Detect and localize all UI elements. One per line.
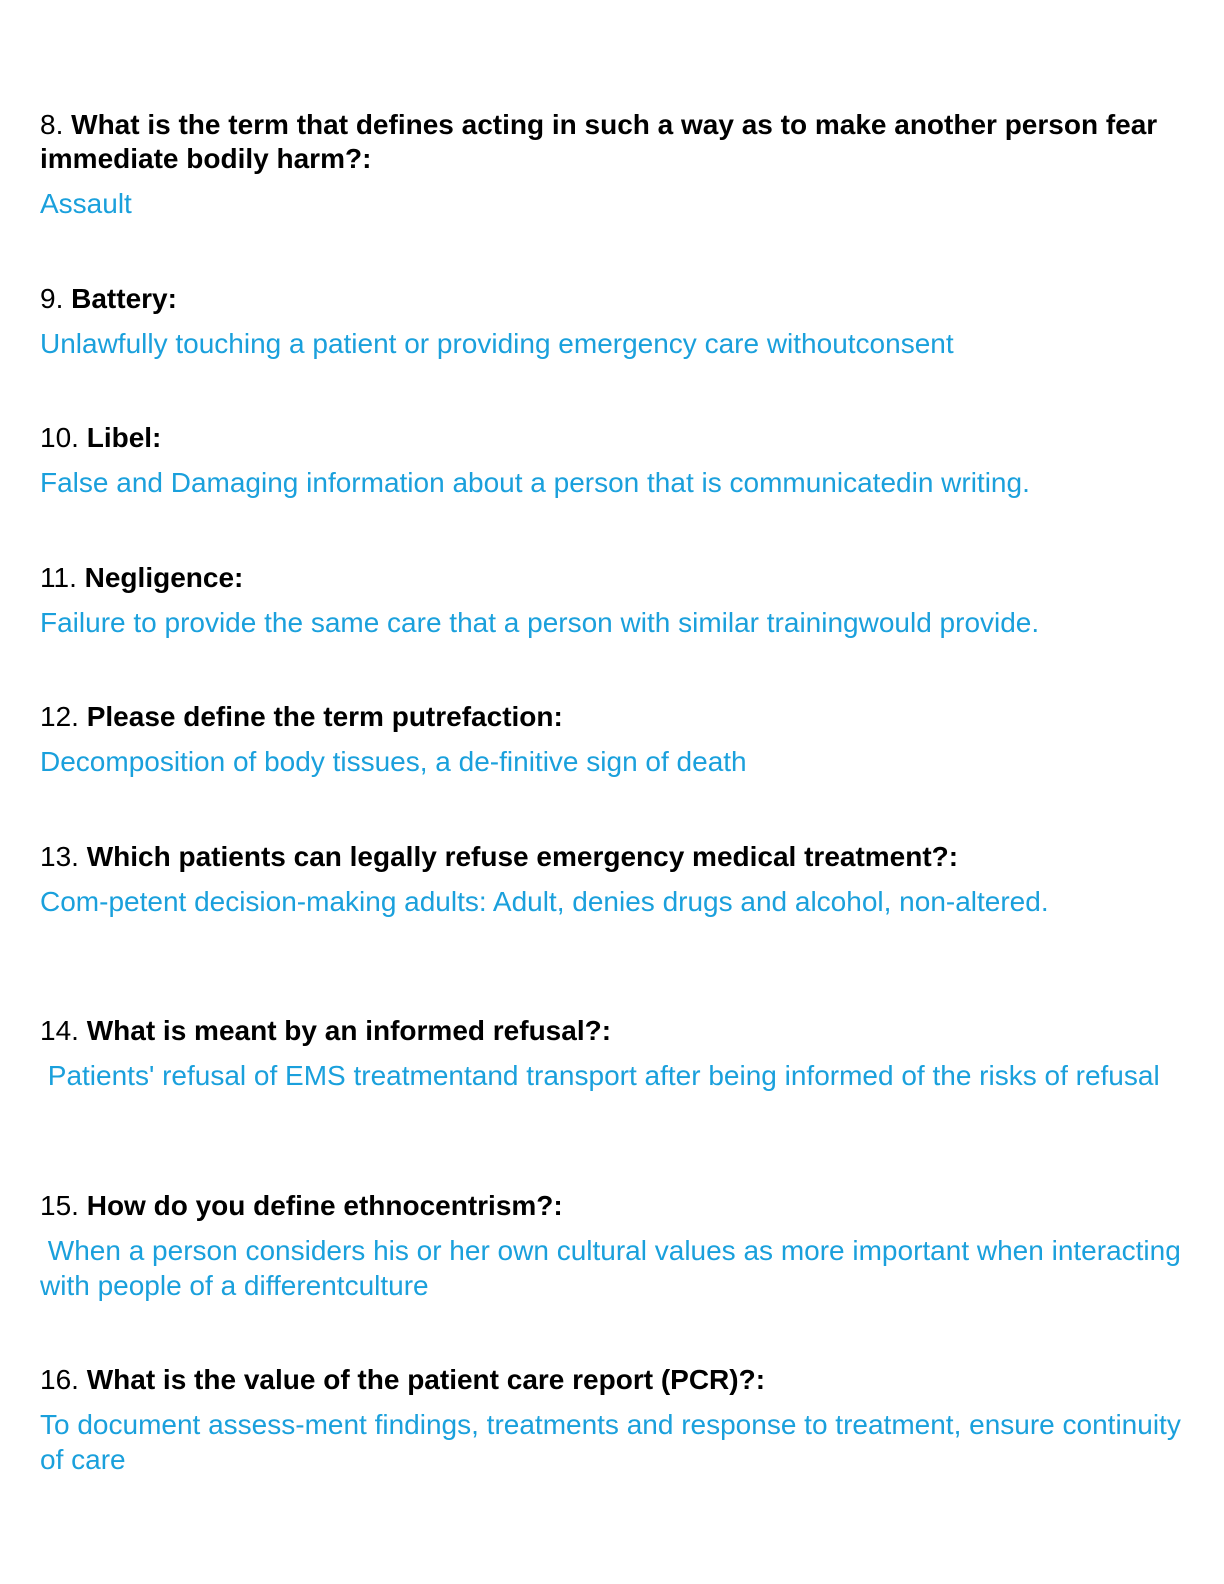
question-number: 13. xyxy=(40,841,79,872)
qa-item xyxy=(40,421,1190,500)
question-number: 12. xyxy=(40,701,79,732)
answer-text: Unlawfully touching a patient or providing emergency care withoutconsent xyxy=(40,328,954,359)
question-text: What is meant by an informed refusal?: xyxy=(86,1015,612,1046)
question-text: What is the value of the patient care report (PCR)?: xyxy=(86,1364,766,1395)
question-number: 8. xyxy=(40,109,64,140)
qa-item xyxy=(40,108,1190,221)
qa-item xyxy=(40,1363,1190,1477)
question-text: Battery: xyxy=(71,283,177,314)
answer-text: Patients' refusal of EMS treatmentand transport after being informed of the risks of refusal xyxy=(40,1060,1160,1091)
question-text: Libel: xyxy=(86,422,162,453)
question xyxy=(40,108,1190,176)
question xyxy=(40,561,1190,595)
question-number: 11. xyxy=(40,562,77,593)
qa-item xyxy=(40,282,1190,361)
question-text: Negligence: xyxy=(84,562,244,593)
question xyxy=(40,1363,1190,1397)
question-number: 14. xyxy=(40,1015,79,1046)
question-text: What is the term that defines acting in such a way as to make another person fear immediate bodily harm?: xyxy=(40,109,1158,174)
question-text: Please define the term putrefaction: xyxy=(86,701,563,732)
question xyxy=(40,421,1190,455)
answer-text: False and Damaging information about a person that is communicatedin writing. xyxy=(40,467,1030,498)
question xyxy=(40,282,1190,316)
question xyxy=(40,1014,1190,1048)
answer-text: Decomposition of body tissues, a de-finitive sign of death xyxy=(40,746,747,777)
question-number: 16. xyxy=(40,1364,79,1395)
question-number: 10. xyxy=(40,422,79,453)
qa-item xyxy=(40,1014,1190,1093)
answer-text: When a person considers his or her own cultural values as more important when interacting with people of a differentculture xyxy=(40,1235,1189,1301)
answer-text: Failure to provide the same care that a person with similar trainingwould provide. xyxy=(40,607,1040,638)
qa-item xyxy=(40,1189,1190,1303)
question xyxy=(40,1189,1190,1223)
question xyxy=(40,700,1190,734)
answer-text: Assault xyxy=(40,188,132,219)
answer-text: To document assess-ment findings, treatments and response to treatment, ensure continuity of care xyxy=(40,1409,1189,1475)
qa-item xyxy=(40,700,1190,779)
qa-item xyxy=(40,840,1190,919)
question-text: Which patients can legally refuse emergency medical treatment?: xyxy=(86,841,959,872)
question-text: How do you define ethnocentrism?: xyxy=(86,1190,563,1221)
question-number: 15. xyxy=(40,1190,79,1221)
question-number: 9. xyxy=(40,283,64,314)
answer-text: Com-petent decision-making adults: Adult, denies drugs and alcohol, non-altered. xyxy=(40,886,1049,917)
qa-item xyxy=(40,561,1190,640)
question xyxy=(40,840,1190,874)
